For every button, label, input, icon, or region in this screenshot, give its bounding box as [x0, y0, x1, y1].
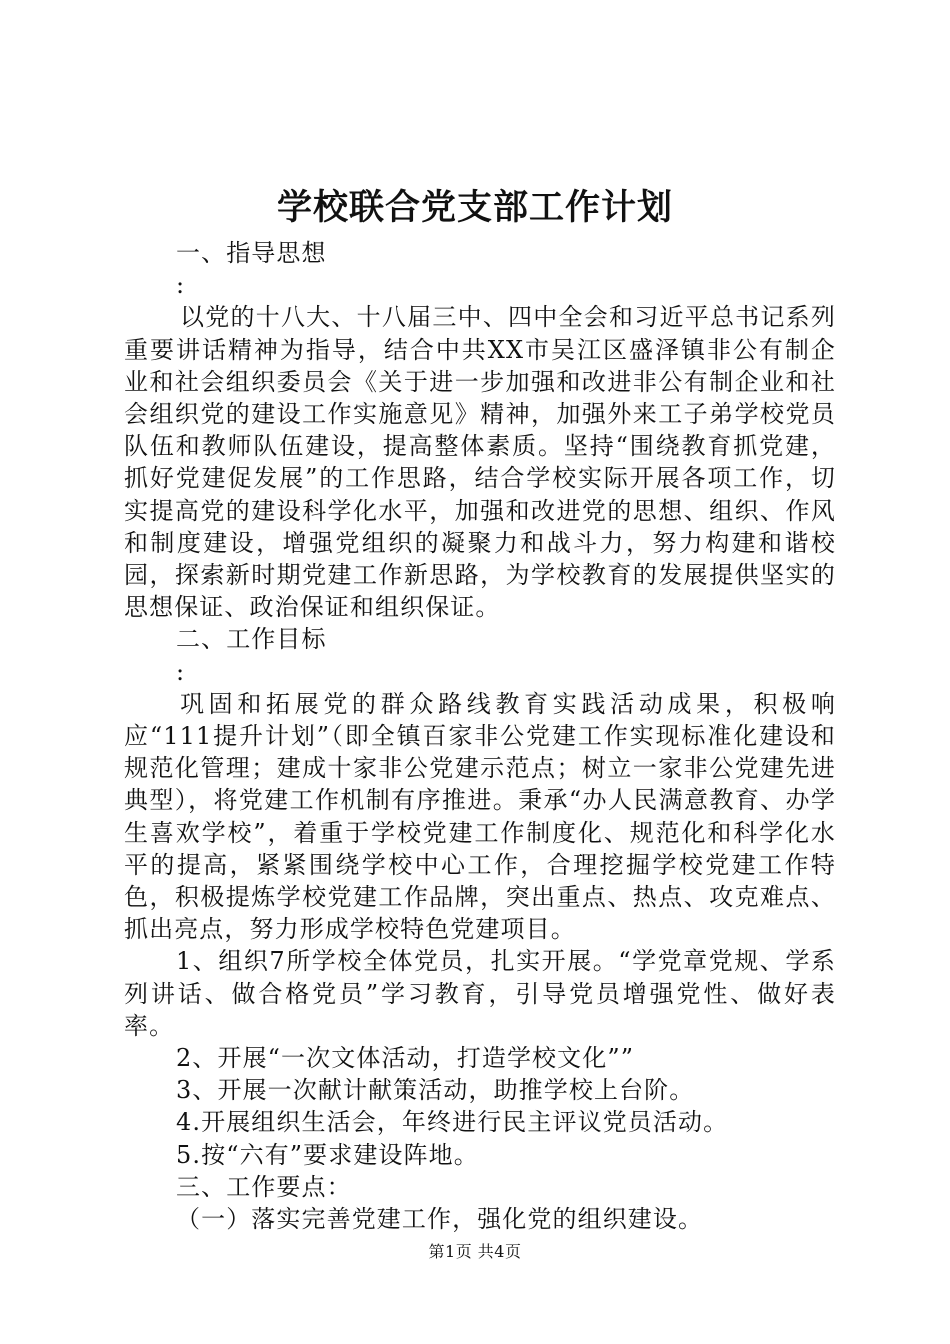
paragraph-guiding-ideology: 以党的十八大、十八届三中、四中全会和习近平总书记系列重要讲话精神为指导，结合中共XX市吴江区盛泽镇非公有制企业和社会组织委员会《关于进一步加强和改进非公有制企业和社会组织党的建设工作实施意见》精神，加强外来工子弟学校党员队伍和教师队伍建设，提高整体素质。坚持“围绕教育抓党建，抓好党建促发展”的工作思路，结合学校实际开展各项工作，切实提高党的建设科学化水平，加强和改进党的思想、组织、作风和制度建设，增强党组织的凝聚力和战斗力，努力构建和谐校园，探索新时期党建工作新思路，为学校教育的发展提供坚实的思想保证、政治保证和组织保证。 [124, 303, 836, 622]
list-item-4: 4.开展组织生活会，年终进行民主评议党员活动。 [176, 1108, 729, 1137]
list-item-5: 5.按“六有”要求建设阵地。 [176, 1140, 479, 1169]
document-body [124, 237, 836, 1235]
section-heading-guiding-ideology: 一、指导思想 [176, 239, 327, 267]
section-heading-colon: : [176, 657, 186, 686]
paragraph-work-goals: 巩固和拓展党的群众路线教育实践活动成果，积极响应“111提升计划”（即全镇百家非公党建工作实现标准化建设和规范化管理；建成十家非公党建示范点；树立一家非公党建先进典型），将党建工作机制有序推进。秉承“办人民满意教育、办学生喜欢学校”，着重于学校党建工作制度化、规范化和科学化水平的提高，紧紧围绕学校中心工作，合理挖掘学校党建工作特色，积极提炼学校党建工作品牌，突出重点、热点、攻克难点、抓出亮点，努力形成学校特色党建项目。 [124, 689, 836, 944]
list-item-2: 2、开展“一次文体活动，打造学校文化”” [176, 1044, 635, 1073]
list-item-3: 3、开展一次献计献策活动，助推学校上台阶。 [176, 1076, 695, 1105]
list-item-1: 1、组织7所学校全体党员，扎实开展。“学党章党规、学系列讲话、做合格党员”学习教育，引导党员增强党性、做好表率。 [124, 947, 836, 1040]
page-footer: 第1页 共4页 [428, 1242, 522, 1261]
section-heading-colon: : [176, 271, 186, 300]
document-title: 学校联合党支部工作计划 [276, 187, 673, 228]
subsection-heading-1: （一）落实完善党建工作，强化党的组织建设。 [176, 1205, 704, 1234]
section-heading-work-points: 三、工作要点： [176, 1172, 352, 1201]
section-heading-work-goals: 二、工作目标 [176, 625, 327, 654]
